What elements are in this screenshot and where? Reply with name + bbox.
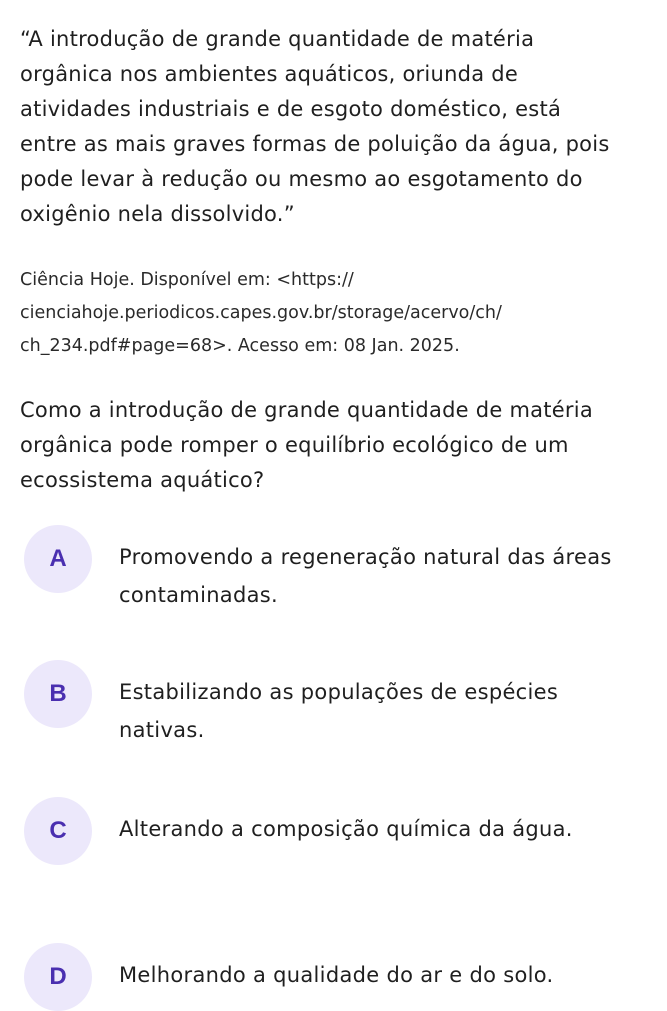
option-b-text[interactable]: Estabilizando as populações de espécies nativas. (119, 680, 559, 742)
answer-options (24, 515, 654, 1011)
option-c-text[interactable]: Alterando a composição química da água. (119, 817, 573, 841)
option-a[interactable] (24, 525, 654, 614)
option-a-text[interactable]: Promovendo a regeneração natural das áreas contaminadas. (119, 545, 612, 607)
option-c-letter-badge[interactable]: C (24, 797, 92, 865)
option-d-letter-badge[interactable]: D (24, 943, 92, 1011)
option-d-text[interactable]: Melhorando a qualidade do ar e do solo. (119, 963, 554, 987)
passage-quote: “A introdução de grande quantidade de matéria orgânica nos ambientes aquáticos, oriunda de atividades industriais e de esgoto doméstico, está entre as mais graves formas de poluição da água, pois pode levar à redução ou mesmo ao esgotamento do oxigênio nela dissolvido.” (20, 27, 610, 226)
question-text: Como a introdução de grande quantidade de matéria orgânica pode romper o equilíbrio ecológico de um ecossistema aquático? (20, 398, 594, 492)
option-d[interactable] (24, 943, 654, 1011)
option-a-letter-badge[interactable]: A (24, 525, 92, 593)
passage-source: Ciência Hoje. Disponível em: <https:// cienciahoje.periodicos.capes.gov.br/storage/acervo/ch/ ch_234.pdf#page=68>. Acesso em: 08 Jan. 2025. (20, 270, 502, 356)
option-b[interactable] (24, 660, 654, 749)
option-b-letter-badge[interactable]: B (24, 660, 92, 728)
option-c[interactable] (24, 797, 654, 865)
